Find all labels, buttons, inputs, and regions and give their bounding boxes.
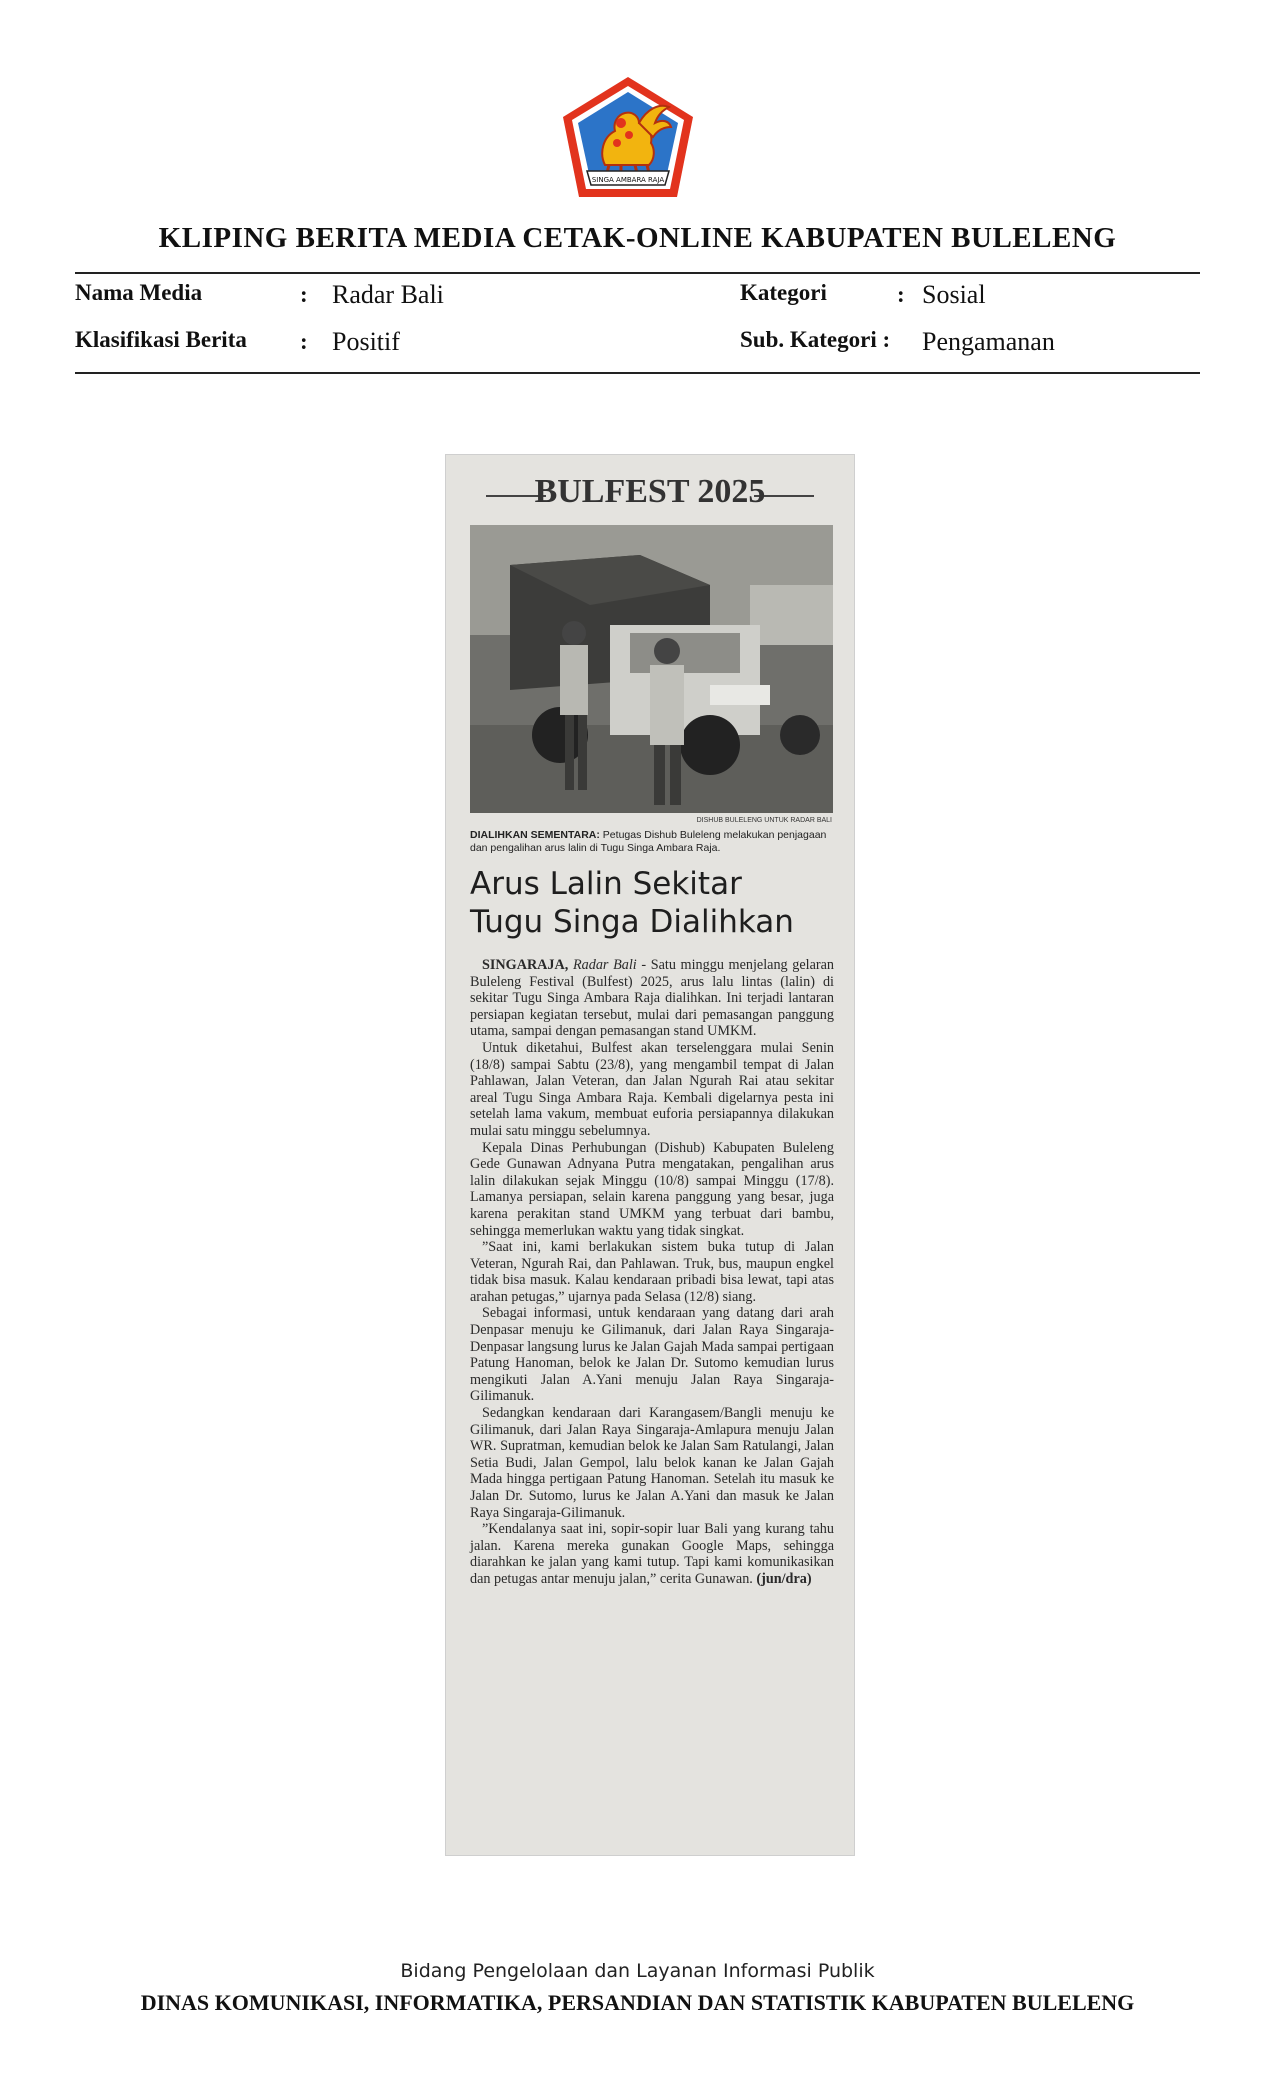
svg-text:SINGA AMBARA RAJA: SINGA AMBARA RAJA — [591, 176, 665, 184]
meta-klasifikasi-label: Klasifikasi Berita — [75, 327, 247, 352]
meta-kategori-label: Kategori — [740, 280, 827, 305]
buleleng-emblem-logo — [559, 73, 697, 201]
meta-sub-kategori-label: Sub. Kategori : — [740, 327, 891, 352]
meta-nama-media-label: Nama Media — [75, 280, 203, 305]
meta-colon: : — [300, 329, 308, 354]
meta-colon: : — [897, 282, 905, 307]
newspaper-clipping — [446, 455, 854, 1855]
footer-agency: DINAS KOMUNIKASI, INFORMATIKA, PERSANDIAN DAN STATISTIK KABUPATEN BULELENG — [140, 1990, 1135, 2015]
page-title: KLIPING BERITA MEDIA CETAK-ONLINE KABUPATEN BULELENG — [158, 222, 1117, 254]
header-rule-top — [75, 272, 1200, 274]
photo-caption: DIALIHKAN SEMENTARA: Petugas Dishub Buleleng melakukan penjagaan dan pengalihan arus lalin di Tugu Singa Ambara Raja. — [470, 829, 827, 854]
article-body — [470, 957, 834, 1588]
article-paragraph: ”Kendalanya saat ini, sopir-sopir luar Bali yang kurang tahu jalan. Karena mereka gunakan Google Maps, sehingga diarahkan ke jalan yang kami tutup. Tapi kami komunikasikan dan petugas antar menuju jalan,” cerita Gunawan. (jun/dra) — [470, 1521, 834, 1587]
meta-klasifikasi-value: Positif — [332, 327, 400, 356]
article-paragraph: Sebagai informasi, untuk kendaraan yang datang dari arah Denpasar menuju ke Gilimanuk, dari Jalan Raya Singaraja-Denpasar langsung lurus ke Jalan Gajah Mada sampai pertigaan Patung Hanoman, belok ke Jalan Dr. Sutomo kemudian lurus mengikuti Jalan A.Yani menuju Jalan Raya Singaraja-Gilimanuk. — [470, 1305, 834, 1405]
article-headline: Arus Lalin Sekitar Tugu Singa Dialihkan — [470, 866, 794, 940]
meta-nama-media-value: Radar Bali — [332, 280, 444, 309]
article-paragraph: Sedangkan kendaraan dari Karangasem/Bangli menuju ke Gilimanuk, dari Jalan Raya Singaraja-Amlapura menuju Jalan WR. Supratman, kemudian belok ke Jalan Sam Ratulangi, Jalan Setia Budi, Jalan Gempol, lalu belok kanan ke Jalan Gajah Mada hingga pertigaan Patung Hanoman. Setelah itu masuk ke Jalan Dr. Sutomo, lurus ke Jalan A.Yani dan masuk ke Jalan Raya Singaraja-Gilimanuk. — [470, 1405, 834, 1521]
article-paragraph: ”Saat ini, kami berlakukan sistem buka tutup di Jalan Veteran, Ngurah Rai, dan Pahlawan. Truk, bus, maupun engkel tidak bisa masuk. Kalau kendaraan pribadi bisa lewat, tapi atas arahan petugas,” ujarnya pada Selasa (12/8) siang. — [470, 1239, 834, 1305]
meta-colon: : — [300, 282, 308, 307]
article-paragraph: Kepala Dinas Perhubungan (Dishub) Kabupaten Buleleng Gede Gunawan Adnyana Putra mengatakan, pengalihan arus lalin dilakukan sejak Minggu (10/8) sampai Minggu (17/8). Lamanya persiapan, selain karena panggung yang besar, juga karena perakitan stand UMKM yang terbuat dari bambu, sehingga memerlukan waktu yang tidak singkat. — [470, 1139, 834, 1239]
article-paragraph: SINGARAJA, Radar Bali - Satu minggu menjelang gelaran Buleleng Festival (Bulfest) 2025, arus lalu lintas (lalin) di sekitar Tugu Singa Ambara Raja dialihkan. Ini terjadi lantaran persiapan kegiatan tersebut, mulai dari pemasangan panggung utama, sampai dengan pemasangan stand UMKM. — [470, 957, 835, 1040]
article-paragraph: Untuk diketahui, Bulfest akan terselenggara mulai Senin (18/8) sampai Sabtu (23/8), yang mengambil tempat di Jalan Pahlawan, Jalan Veteran, dan Jalan Ngurah Rai atau sekitar areal Tugu Singa Ambara Raja. Kembali digelarnya pesta ini setelah lama vakum, membuat euforia persiapannya dilakukan mulai satu minggu sebelumnya. — [470, 1039, 834, 1139]
header-rule-bottom — [75, 372, 1200, 374]
footer-division: Bidang Pengelolaan dan Layanan Informasi Publik — [400, 1960, 875, 1982]
news-photo — [470, 525, 833, 813]
meta-sub-kategori-value: Pengamanan — [922, 327, 1055, 356]
meta-kategori-value: Sosial — [922, 280, 986, 309]
section-heading: BULFEST 2025 — [534, 473, 766, 510]
photo-credit: DISHUB BULELENG UNTUK RADAR BALI — [696, 817, 832, 824]
